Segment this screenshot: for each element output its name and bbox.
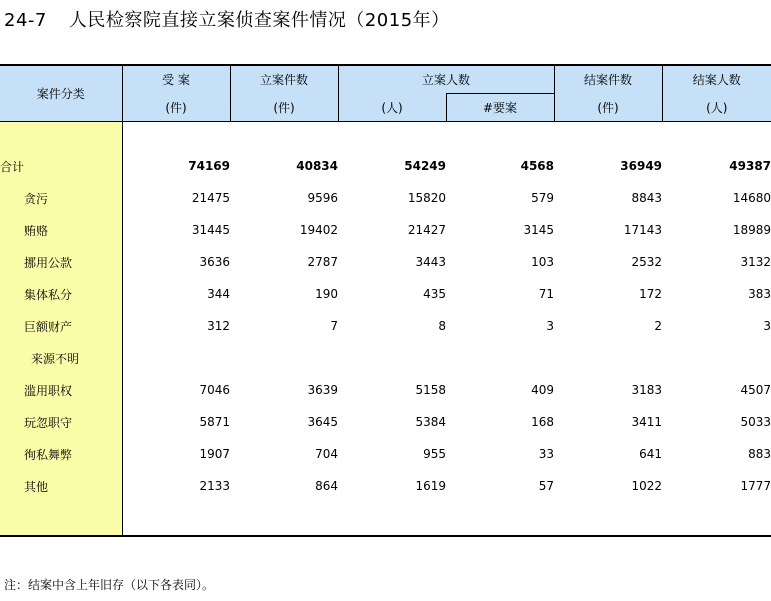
table-header bbox=[0, 65, 771, 122]
cell-filed-persons: 21427 bbox=[407, 223, 446, 237]
cell-major-cases: 57 bbox=[538, 479, 555, 493]
cell-filed-persons: 15820 bbox=[407, 191, 446, 205]
cell-filed-cases: 2787 bbox=[307, 255, 338, 269]
cell-filed-cases: 704 bbox=[315, 447, 338, 461]
row-label: 巨额财产 bbox=[0, 310, 122, 342]
cell-accepted: 344 bbox=[207, 287, 230, 301]
cell-closed-persons: 383 bbox=[748, 287, 771, 301]
cell-closed-cases: 172 bbox=[639, 287, 663, 301]
cell-closed-cases: 17143 bbox=[623, 223, 663, 237]
row-label: 滥用职权 bbox=[0, 374, 122, 406]
table-row bbox=[0, 214, 771, 246]
cell-closed-persons bbox=[662, 342, 771, 374]
header-closed-persons: 结案人数 bbox=[662, 65, 771, 94]
cell-major-cases: 409 bbox=[531, 383, 555, 397]
cell-filed-persons: 5158 bbox=[415, 383, 446, 397]
header-closed-cases: 结案件数 bbox=[554, 65, 662, 94]
table-row bbox=[0, 310, 771, 342]
cell-accepted: 1907 bbox=[199, 447, 230, 461]
cell-accepted: 312 bbox=[207, 319, 230, 333]
cell-filed-persons: 1619 bbox=[415, 479, 446, 493]
cell-filed-persons: 435 bbox=[423, 287, 446, 301]
cell-major-cases bbox=[446, 342, 554, 374]
cell-closed-persons: 3132 bbox=[740, 255, 771, 269]
cell-closed-persons: 18989 bbox=[732, 223, 771, 237]
row-label: 挪用公款 bbox=[0, 246, 122, 278]
cell-closed-cases: 36949 bbox=[620, 159, 663, 173]
cell-filed-persons: 8 bbox=[438, 319, 446, 333]
cell-closed-cases: 3183 bbox=[631, 383, 663, 397]
table-number: 24-7 bbox=[4, 10, 47, 31]
cell-major-cases: 103 bbox=[531, 255, 555, 269]
cell-filed-cases: 3645 bbox=[307, 415, 338, 429]
data-table bbox=[0, 64, 771, 537]
header-filed-cases: 立案件数 bbox=[230, 65, 338, 94]
table-row-total bbox=[0, 150, 771, 182]
cell-filed-persons: 54249 bbox=[404, 159, 446, 173]
cell-filed-cases: 19402 bbox=[299, 223, 338, 237]
cell-closed-persons: 883 bbox=[748, 447, 771, 461]
cell-closed-persons: 3 bbox=[763, 319, 771, 333]
header-accepted: 受 案 bbox=[122, 65, 230, 94]
cell-filed-cases: 7 bbox=[330, 319, 338, 333]
table-title: 人民检察院直接立案侦查案件情况（2015年） bbox=[68, 10, 450, 31]
unit-accepted: (件) bbox=[122, 94, 230, 122]
header-major-cases: #要案 bbox=[446, 94, 554, 122]
footnote: 注：结案中含上年旧存（以下各表同）。 bbox=[4, 578, 215, 592]
table-row bbox=[0, 342, 771, 374]
cell-accepted bbox=[122, 342, 230, 374]
row-label: 合计 bbox=[0, 150, 122, 182]
cell-closed-cases: 2 bbox=[654, 319, 663, 333]
unit-closed-persons: (人) bbox=[662, 94, 771, 122]
cell-closed-cases: 8843 bbox=[631, 191, 663, 205]
row-label: 徇私舞弊 bbox=[0, 438, 122, 470]
cell-accepted: 31445 bbox=[191, 223, 230, 237]
header-category: 案件分类 bbox=[0, 65, 122, 122]
cell-major-cases: 579 bbox=[531, 191, 555, 205]
cell-closed-cases: 2532 bbox=[631, 255, 663, 269]
cell-major-cases: 3145 bbox=[523, 223, 555, 237]
cell-major-cases: 3 bbox=[546, 319, 555, 333]
cell-filed-persons: 955 bbox=[423, 447, 446, 461]
page-title bbox=[4, 6, 450, 32]
table-row bbox=[0, 278, 771, 310]
cell-filed-cases: 864 bbox=[315, 479, 338, 493]
cell-closed-persons: 14680 bbox=[732, 191, 771, 205]
cell-accepted: 74169 bbox=[188, 159, 230, 173]
cell-accepted: 3636 bbox=[199, 255, 230, 269]
table-row bbox=[0, 470, 771, 502]
cell-filed-cases: 9596 bbox=[307, 191, 338, 205]
cell-closed-cases bbox=[554, 342, 662, 374]
cell-accepted: 5871 bbox=[199, 415, 230, 429]
cell-filed-persons: 5384 bbox=[415, 415, 446, 429]
cell-filed-cases: 190 bbox=[315, 287, 338, 301]
cell-closed-persons: 4507 bbox=[740, 383, 771, 397]
row-label: 其他 bbox=[0, 470, 122, 502]
cell-accepted: 21475 bbox=[191, 191, 230, 205]
table-row bbox=[0, 246, 771, 278]
cell-filed-persons bbox=[338, 342, 446, 374]
cell-closed-cases: 3411 bbox=[631, 415, 663, 429]
cell-filed-cases: 3639 bbox=[307, 383, 338, 397]
row-label: 贿赂 bbox=[0, 214, 122, 246]
row-label: 玩忽职守 bbox=[0, 406, 122, 438]
cell-filed-persons: 3443 bbox=[415, 255, 446, 269]
cell-closed-persons: 1777 bbox=[740, 479, 771, 493]
cell-accepted: 7046 bbox=[199, 383, 230, 397]
cell-major-cases: 168 bbox=[531, 415, 555, 429]
cell-major-cases: 71 bbox=[538, 287, 555, 301]
cell-closed-persons: 5033 bbox=[740, 415, 771, 429]
cell-major-cases: 4568 bbox=[520, 159, 555, 173]
unit-closed-cases: (件) bbox=[554, 94, 662, 122]
row-label: 集体私分 bbox=[0, 278, 122, 310]
table-row bbox=[0, 182, 771, 214]
unit-filed-cases: (件) bbox=[230, 94, 338, 122]
unit-filed-persons: (人) bbox=[338, 94, 446, 122]
cell-filed-cases bbox=[230, 342, 338, 374]
row-label: 贪污 bbox=[0, 182, 122, 214]
cell-filed-cases: 40834 bbox=[296, 159, 338, 173]
cell-closed-cases: 641 bbox=[639, 447, 663, 461]
cell-major-cases: 33 bbox=[538, 447, 555, 461]
table-body bbox=[0, 122, 771, 537]
header-filed-persons: 立案人数 bbox=[338, 65, 554, 94]
table-row bbox=[0, 438, 771, 470]
row-label: 来源不明 bbox=[0, 342, 122, 374]
cell-closed-cases: 1022 bbox=[631, 479, 663, 493]
cell-closed-persons: 49387 bbox=[729, 159, 771, 173]
cell-accepted: 2133 bbox=[199, 479, 230, 493]
table-row bbox=[0, 374, 771, 406]
table-row bbox=[0, 406, 771, 438]
